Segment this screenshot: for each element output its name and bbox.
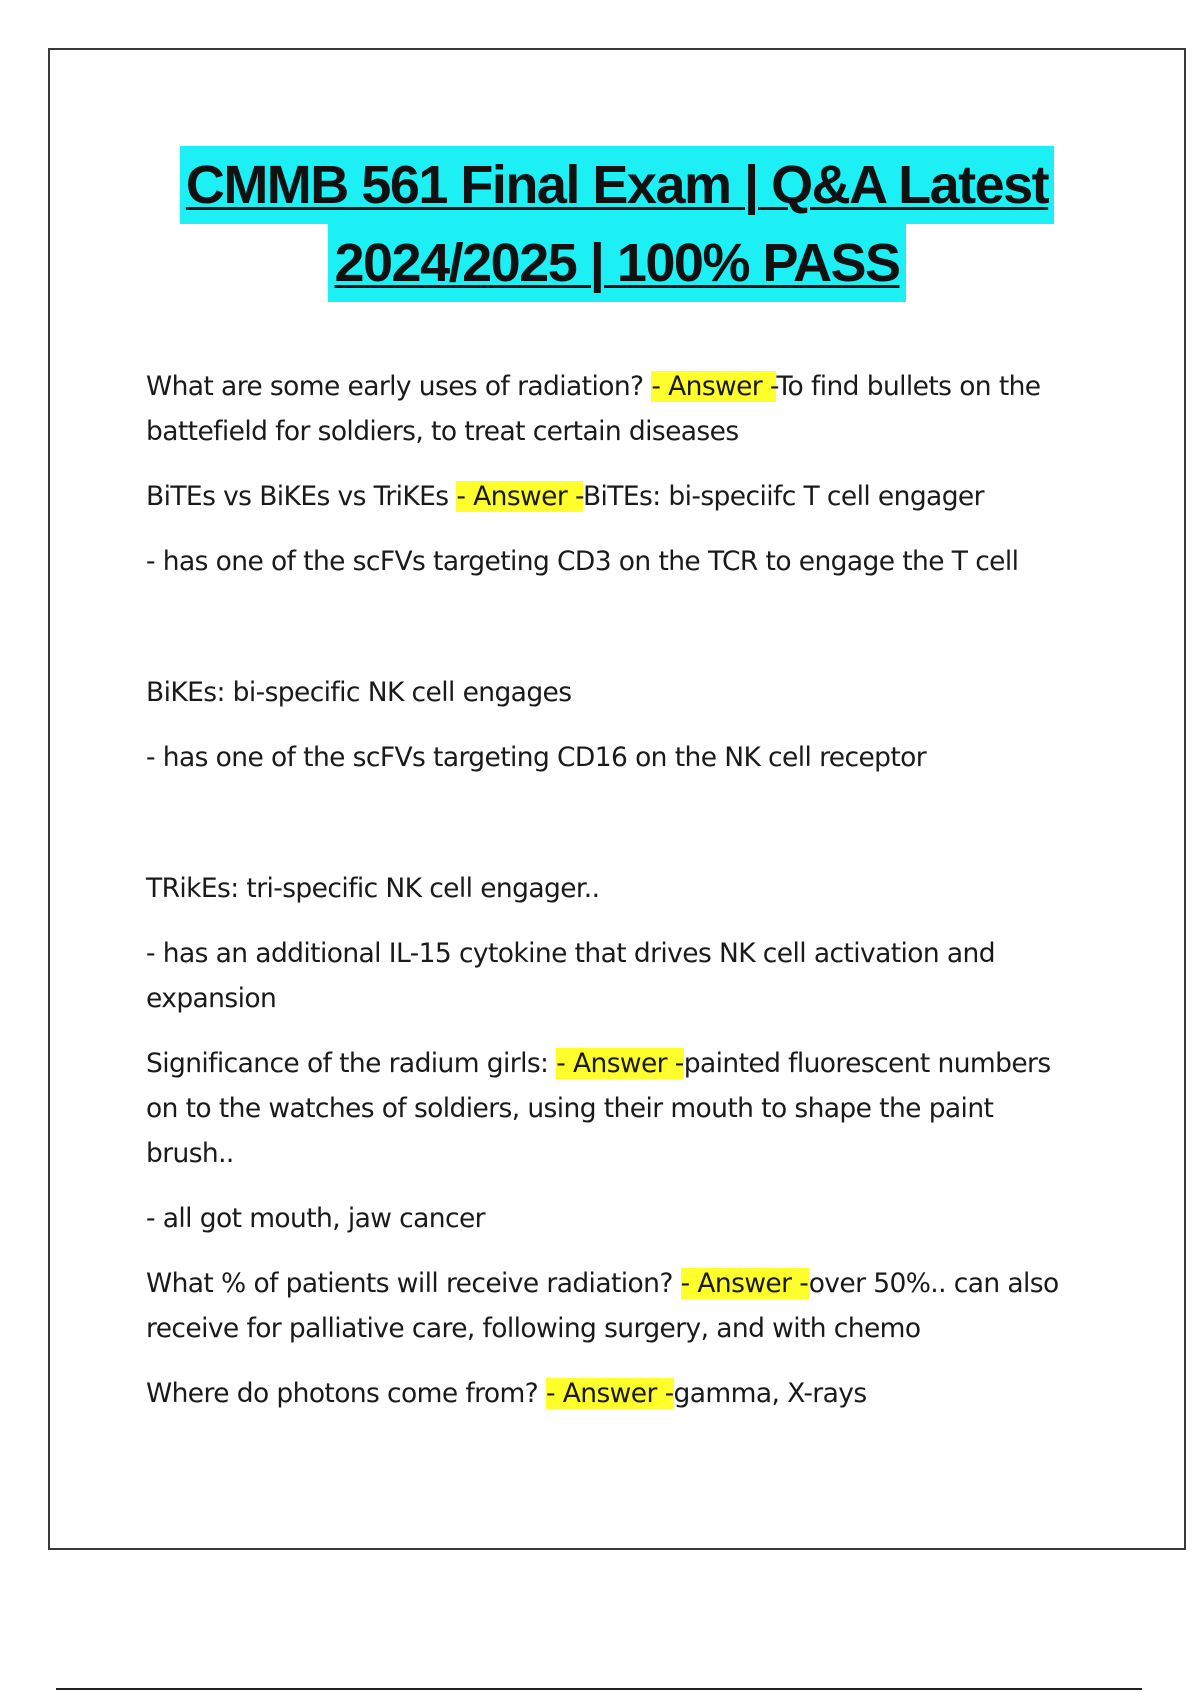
qa-item bbox=[146, 1041, 1088, 1176]
answer-text: gamma, X-rays bbox=[673, 1378, 867, 1409]
title-line-2: 2024/2025 | 100% PASS bbox=[328, 224, 905, 302]
question-text: Where do photons come from? bbox=[146, 1378, 546, 1409]
question-text: What % of patients will receive radiation? bbox=[146, 1268, 681, 1299]
spacer bbox=[146, 604, 1088, 670]
title-line-1: CMMB 561 Final Exam | Q&A Latest bbox=[180, 146, 1054, 224]
qa-item bbox=[146, 364, 1088, 454]
document-title bbox=[50, 146, 1184, 302]
answer-marker: - Answer - bbox=[651, 371, 777, 402]
question-text: BiTEs vs BiKEs vs TriKEs bbox=[146, 481, 457, 512]
qa-content bbox=[146, 364, 1088, 1436]
qa-item bbox=[146, 1371, 1088, 1416]
question-text: What are some early uses of radiation? bbox=[146, 371, 652, 402]
answer-text: painted fluorescent numbers on to the watches of soldiers, using their mouth to shape the paint brush.. bbox=[146, 1048, 1051, 1169]
footer-divider bbox=[56, 1688, 1142, 1690]
answer-marker: - Answer - bbox=[545, 1378, 674, 1409]
answer-line: TRikEs: tri-specific NK cell engager.. bbox=[146, 873, 600, 904]
qa-item bbox=[146, 1261, 1088, 1351]
answer-line: - has one of the scFVs targeting CD16 on the NK cell receptor bbox=[146, 742, 927, 773]
answer-line: BiKEs: bi-specific NK cell engages bbox=[146, 677, 572, 708]
answer-line: - all got mouth, jaw cancer bbox=[146, 1203, 485, 1234]
qa-item bbox=[146, 474, 1088, 519]
answer-marker: - Answer - bbox=[680, 1268, 809, 1299]
answer-marker: - Answer - bbox=[556, 1048, 684, 1079]
question-text: Significance of the radium girls: bbox=[146, 1048, 557, 1079]
answer-marker: - Answer - bbox=[456, 481, 583, 512]
answer-text: over 50%.. can also receive for palliative care, following surgery, and with chemo bbox=[146, 1268, 1059, 1344]
answer-line: - has an additional IL-15 cytokine that drives NK cell activation and expansion bbox=[146, 938, 995, 1014]
answer-text: BiTEs: bi-speciifc T cell engager bbox=[582, 481, 984, 512]
spacer bbox=[146, 800, 1088, 866]
answer-text: To find bullets on the battefield for soldiers, to treat certain diseases bbox=[146, 371, 1041, 447]
page-frame bbox=[48, 48, 1186, 1550]
answer-line: - has one of the scFVs targeting CD3 on the TCR to engage the T cell bbox=[146, 546, 1019, 577]
